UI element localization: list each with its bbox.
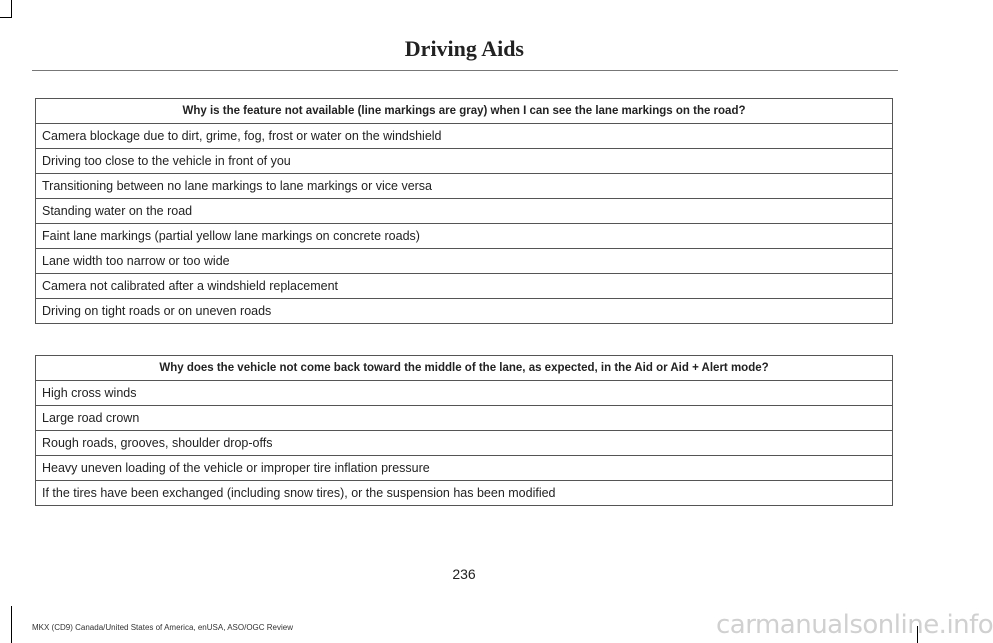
table-row [36,224,893,249]
table-cell: If the tires have been exchanged (including snow tires), or the suspension has been modified [36,481,893,506]
title-divider [32,70,898,71]
document-id: MKX (CD9) Canada/United States of America, enUSA, ASO/OGC Review [32,623,293,632]
table-cell: High cross winds [36,381,893,406]
table-cell: Standing water on the road [36,199,893,224]
faq-table-vehicle-not-centering [35,355,893,506]
page-number: 236 [452,566,476,582]
table-row [36,431,893,456]
table-row [36,406,893,431]
table-row [36,174,893,199]
faq-table-feature-not-available [35,98,893,324]
table-row [36,381,893,406]
table-cell: Driving too close to the vehicle in front of you [36,149,893,174]
table-cell: Lane width too narrow or too wide [36,249,893,274]
table-header-row [36,356,893,381]
table-cell: Heavy uneven loading of the vehicle or improper tire inflation pressure [36,456,893,481]
table-row [36,199,893,224]
table-cell: Faint lane markings (partial yellow lane markings on concrete roads) [36,224,893,249]
watermark: carmanualsonline.info [716,610,993,640]
table-cell: Camera not calibrated after a windshield replacement [36,274,893,299]
table-cell: Driving on tight roads or on uneven roads [36,299,893,324]
table-header-row [36,99,893,124]
table-cell: Transitioning between no lane markings to lane markings or vice versa [36,174,893,199]
table-cell: Camera blockage due to dirt, grime, fog, frost or water on the windshield [36,124,893,149]
crop-mark-top-left-horizontal [0,17,12,18]
table-cell: Rough roads, grooves, shoulder drop-offs [36,431,893,456]
table-row [36,456,893,481]
crop-mark-bottom-left-vertical [11,606,12,643]
page-title: Driving Aids [404,36,524,61]
table-heading: Why is the feature not available (line markings are gray) when I can see the lane markings on the road? [36,99,893,124]
crop-mark-top-left-vertical [11,0,12,17]
table-row [36,249,893,274]
table-row [36,299,893,324]
table-row [36,124,893,149]
table-row [36,274,893,299]
table-row [36,149,893,174]
table-heading: Why does the vehicle not come back toward the middle of the lane, as expected, in the Aid or Aid + Alert mode? [36,356,893,381]
table-row [36,481,893,506]
table-cell: Large road crown [36,406,893,431]
